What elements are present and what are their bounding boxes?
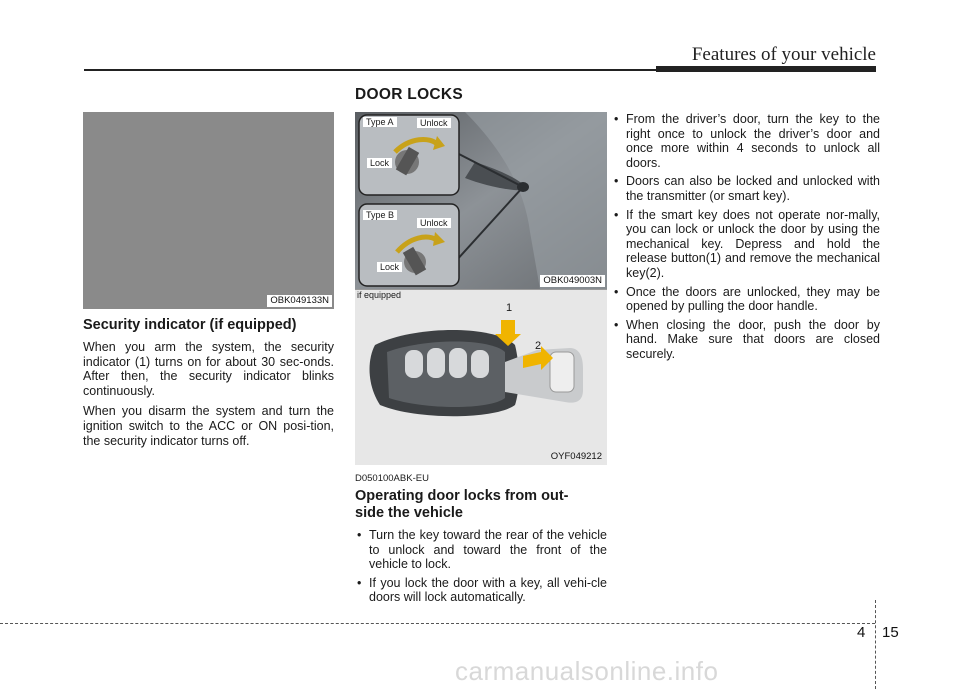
section-title: DOOR LOCKS <box>355 86 464 103</box>
bullet-list <box>612 112 880 362</box>
list-item: • If the smart key does not operate nor-mally, you can lock or unlock the door by using the mechanical key. Depress and hold the release button(1) and remove the mechanical key(2). <box>612 208 880 281</box>
type-a-label: Type A <box>363 117 397 127</box>
column-door-lock-notes <box>612 112 880 366</box>
watermark: carmanualsonline.info <box>455 656 719 686</box>
security-indicator-heading: Security indicator (if equipped) <box>83 317 297 333</box>
header-rule-accent <box>656 66 876 72</box>
unlock-b-label: Unlock <box>417 218 451 228</box>
operating-door-locks-heading: Operating door locks from out-side the vehicle <box>355 488 569 521</box>
paragraph: When you arm the system, the security indicator (1) turns on for about 30 sec-onds. After then, the security indicator blinks continuously. <box>83 340 334 398</box>
lock-a-label: Lock <box>367 158 392 168</box>
smart-key-photo <box>355 289 607 465</box>
smart-key-illustration <box>355 290 607 465</box>
footer-rule <box>0 623 875 624</box>
door-key-photo <box>355 112 607 289</box>
list-item: • Once the doors are unlocked, they may be opened by pulling the door handle. <box>612 285 880 314</box>
bullet-list <box>355 528 607 605</box>
if-equipped-note: if equipped <box>357 290 402 300</box>
paragraph: When you disarm the system and turn the ignition switch to the ACC or ON posi-tion, the security indicator turns off. <box>83 404 334 448</box>
list-item: • From the driver’s door, turn the key to the right once to unlock the driver’s door and once more within 4 seconds to unlock all doors. <box>612 112 880 170</box>
column-security-indicator <box>83 112 334 454</box>
unlock-a-label: Unlock <box>417 118 451 128</box>
list-item: • If you lock the door with a key, all vehi-cle doors will lock automatically. <box>355 576 607 605</box>
list-item: • When closing the door, push the door by hand. Make sure that doors are closed securely. <box>612 318 880 362</box>
photo-caption: OYF049212 <box>550 451 602 462</box>
reference-code: D050100ABK-EU <box>355 473 429 484</box>
photo-caption: OBK049003N <box>540 275 605 287</box>
callout-2: 2 <box>535 340 542 352</box>
list-item: • Doors can also be locked and unlocked with the transmitter (or smart key). <box>612 174 880 203</box>
list-item: • Turn the key toward the rear of the vehicle to unlock and toward the front of the vehicle to lock. <box>355 528 607 572</box>
callout-1: 1 <box>506 302 513 314</box>
lock-b-label: Lock <box>377 262 402 272</box>
column-door-locks <box>355 112 607 609</box>
header-title: Features of your vehicle <box>691 44 876 65</box>
type-b-label: Type B <box>363 210 397 220</box>
security-indicator-photo <box>83 112 334 309</box>
chapter-number: 4 <box>857 624 866 641</box>
page-number: 15 <box>882 624 899 641</box>
photo-caption: OBK049133N <box>267 295 332 307</box>
footer-divider <box>875 600 876 689</box>
